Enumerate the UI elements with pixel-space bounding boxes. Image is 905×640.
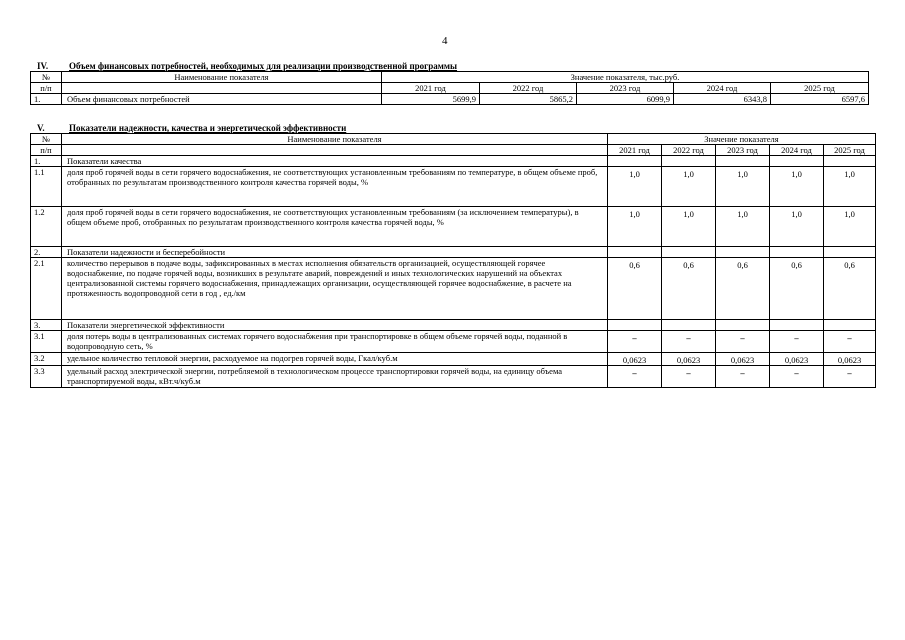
row-value: 0,6 [608, 258, 662, 320]
year-header: 2024 год [770, 145, 824, 156]
year-header: 2023 год [716, 145, 770, 156]
col-name-header: Наименование показателя [62, 134, 608, 145]
empty-cell [716, 156, 770, 167]
row-value: 0,0623 [662, 353, 716, 366]
row-value: 1,0 [662, 207, 716, 247]
row-value: 0,6 [716, 258, 770, 320]
table-years-row [31, 83, 869, 94]
row-value: 0,0623 [716, 353, 770, 366]
row-number: 1.2 [31, 207, 62, 247]
row-value: 1,0 [662, 167, 716, 207]
table-years-row [31, 145, 876, 156]
year-header: 2025 год [824, 145, 876, 156]
row-value: 1,0 [770, 167, 824, 207]
empty-cell [770, 247, 824, 258]
empty-cell [608, 247, 662, 258]
group-row [31, 247, 876, 258]
col-no-header-2: п/п [31, 145, 62, 156]
row-number: 1. [31, 94, 62, 105]
empty-cell [62, 83, 382, 94]
table-row [31, 331, 876, 353]
section-5-number: V. [37, 123, 45, 133]
row-value: – [770, 366, 824, 388]
row-value: 1,0 [608, 207, 662, 247]
row-name: Показатели надежности и бесперебойности [62, 247, 608, 258]
row-name: Показатели качества [62, 156, 608, 167]
row-value: 1,0 [608, 167, 662, 207]
row-number: 1.1 [31, 167, 62, 207]
row-name: Объем финансовых потребностей [62, 94, 382, 105]
financial-needs-table [30, 71, 869, 105]
table-row [31, 353, 876, 366]
row-number: 1. [31, 156, 62, 167]
row-value: – [824, 331, 876, 353]
row-value: 1,0 [716, 207, 770, 247]
row-value: 0,6 [662, 258, 716, 320]
row-number: 2. [31, 247, 62, 258]
row-value: – [824, 366, 876, 388]
row-number: 2.1 [31, 258, 62, 320]
empty-cell [608, 320, 662, 331]
section-5-title [37, 123, 346, 133]
col-name-header: Наименование показателя [62, 72, 382, 83]
row-number: 3.1 [31, 331, 62, 353]
empty-cell [62, 145, 608, 156]
table-row [31, 258, 876, 320]
empty-cell [662, 156, 716, 167]
row-name: доля потерь воды в централизованных системах горячего водоснабжения при транспортировке в общем объеме горячей воды, поданной в водопроводную сеть, % [62, 331, 608, 353]
row-name: удельный расход электрической энергии, потребляемой в технологическом процессе транспортировки горячей воды, на единицу объема транспортируемой воды, кВт.ч/куб.м [62, 366, 608, 388]
year-header: 2021 год [608, 145, 662, 156]
row-value: 5699,9 [382, 94, 480, 105]
row-value: 6099,9 [577, 94, 674, 105]
year-header: 2024 год [674, 83, 771, 94]
row-value: 6343,8 [674, 94, 771, 105]
empty-cell [770, 156, 824, 167]
empty-cell [824, 156, 876, 167]
row-value: – [716, 331, 770, 353]
row-value: 0,0623 [770, 353, 824, 366]
col-value-header: Значение показателя, тыс.руб. [382, 72, 869, 83]
row-value: – [608, 331, 662, 353]
section-4-number: IV. [37, 61, 49, 71]
reliability-quality-table [30, 133, 876, 388]
col-no-header: № [31, 134, 62, 145]
row-number: 3. [31, 320, 62, 331]
row-value: 6597,6 [771, 94, 869, 105]
table-row [31, 207, 876, 247]
col-value-header: Значение показателя [608, 134, 876, 145]
row-value: – [662, 331, 716, 353]
empty-cell [716, 247, 770, 258]
row-name: Показатели энергетической эффективности [62, 320, 608, 331]
empty-cell [608, 156, 662, 167]
row-value: 0,0623 [608, 353, 662, 366]
section-5-title-text: Показатели надежности, качества и энергетической эффективности [69, 123, 347, 133]
year-header: 2023 год [577, 83, 674, 94]
row-value: 5865,2 [480, 94, 577, 105]
row-value: – [662, 366, 716, 388]
row-name: количество перерывов в подаче воды, зафиксированных в местах исполнения обязательств организацией, осуществляющей горячее водоснабжение, по подаче горячей воды, возникших в результате аварий, повреждений и иных технологических нарушений на объектах централизованной системы горячего водоснабжения, принадлежащих организации, осуществляющей горячее водоснабжение, в расчете на протяженность водопроводной сети в год , ед./км [62, 258, 608, 320]
table-header-row [31, 72, 869, 83]
row-value: 1,0 [824, 167, 876, 207]
row-value: – [770, 331, 824, 353]
year-header: 2021 год [382, 83, 480, 94]
section-4-title [37, 61, 457, 71]
row-value: 0,0623 [824, 353, 876, 366]
row-value: 0,6 [770, 258, 824, 320]
empty-cell [824, 247, 876, 258]
empty-cell [824, 320, 876, 331]
empty-cell [662, 320, 716, 331]
row-value: – [716, 366, 770, 388]
row-value: – [608, 366, 662, 388]
row-name: удельное количество тепловой энергии, расходуемое на подогрев горячей воды, Гкал/куб.м [62, 353, 608, 366]
section-4-title-text: Объем финансовых потребностей, необходимых для реализации производственной программы [69, 61, 458, 71]
table-row [31, 167, 876, 207]
col-no-header-2: п/п [31, 83, 62, 94]
empty-cell [716, 320, 770, 331]
page-number: 4 [442, 35, 448, 47]
year-header: 2022 год [662, 145, 716, 156]
row-value: 1,0 [824, 207, 876, 247]
group-row [31, 320, 876, 331]
row-value: 1,0 [716, 167, 770, 207]
table-header-row [31, 134, 876, 145]
row-number: 3.2 [31, 353, 62, 366]
year-header: 2025 год [771, 83, 869, 94]
group-row [31, 156, 876, 167]
row-value: 1,0 [770, 207, 824, 247]
row-value: 0,6 [824, 258, 876, 320]
row-name: доля проб горячей воды в сети горячего водоснабжения, не соответствующих установленным требованиям по температуре, в общем объеме проб, отобранных по результатам производственного контроля качества горячей воды, % [62, 167, 608, 207]
table-row [31, 366, 876, 388]
empty-cell [662, 247, 716, 258]
col-no-header: № [31, 72, 62, 83]
row-name: доля проб горячей воды в сети горячего водоснабжения, не соответствующих установленным требованиям (за исключением температуры), в общем объеме проб, отобранных по результатам производственного контроля качества горячей воды, % [62, 207, 608, 247]
table-row [31, 94, 869, 105]
year-header: 2022 год [480, 83, 577, 94]
empty-cell [770, 320, 824, 331]
row-number: 3.3 [31, 366, 62, 388]
